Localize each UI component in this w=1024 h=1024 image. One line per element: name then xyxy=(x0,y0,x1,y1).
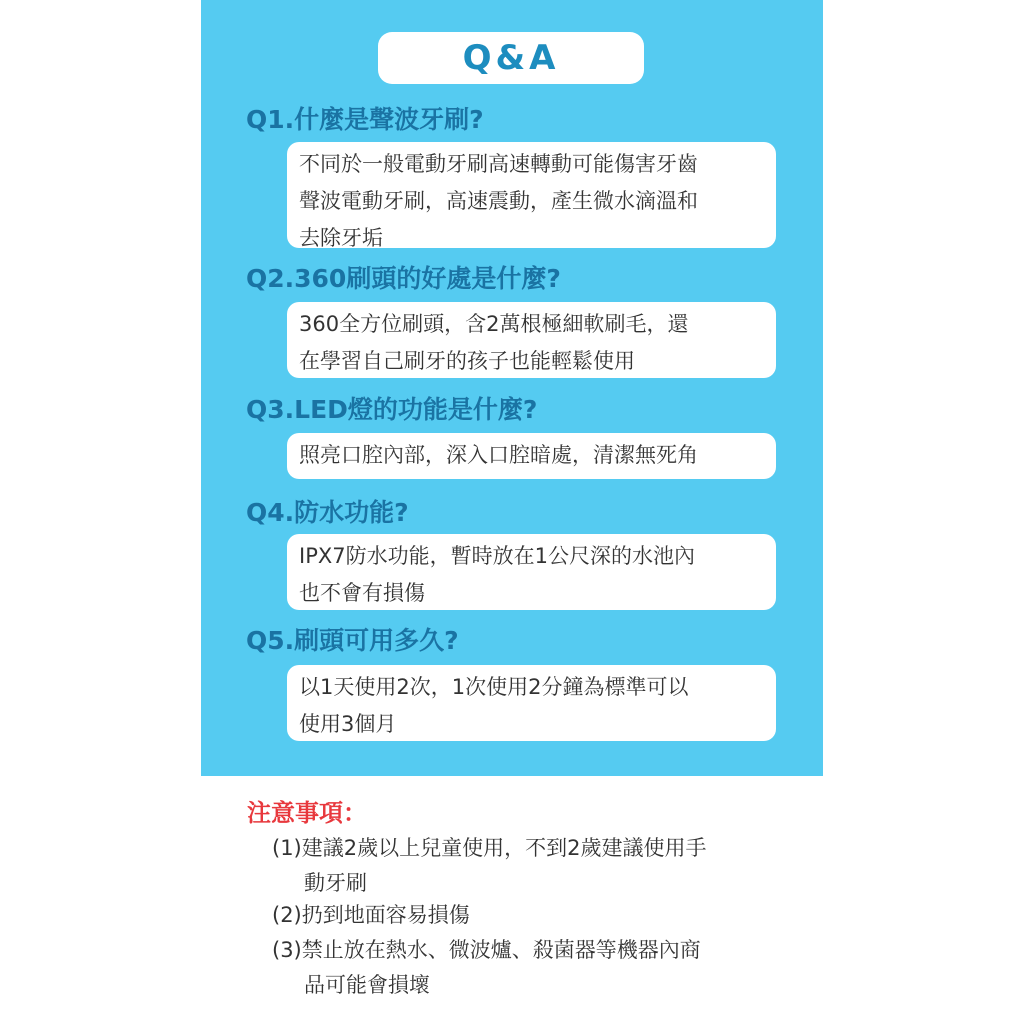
answer-3 xyxy=(287,433,776,479)
qa-title: Q&A xyxy=(378,32,644,84)
question-2: Q2.360刷頭的好處是什麼? xyxy=(246,264,561,293)
answer-5-line-1: 以1天使用2次，1次使用2分鐘為標準可以 xyxy=(299,675,689,699)
answer-4-line-2: 也不會有損傷 xyxy=(299,581,425,605)
qa-panel xyxy=(201,0,823,776)
note-3-line-1: (3)禁止放在熱水、微波爐、殺菌器等機器內商 xyxy=(272,938,701,962)
answer-1-line-3: 去除牙垢 xyxy=(299,226,383,250)
answer-3-line-1: 照亮口腔內部，深入口腔暗處，清潔無死角 xyxy=(299,443,698,467)
answer-5-line-2: 使用3個月 xyxy=(299,712,397,736)
answer-1 xyxy=(287,142,776,248)
note-1-line-2: 動牙刷 xyxy=(304,871,367,895)
question-1: Q1.什麼是聲波牙刷? xyxy=(246,105,484,134)
notes-title: 注意事項： xyxy=(247,799,367,827)
answer-1-line-1: 不同於一般電動牙刷高速轉動可能傷害牙齒 xyxy=(299,152,698,176)
question-3: Q3.LED燈的功能是什麼? xyxy=(246,395,538,424)
question-4: Q4.防水功能? xyxy=(246,498,409,527)
answer-2-line-2: 在學習自己刷牙的孩子也能輕鬆使用 xyxy=(299,349,635,373)
note-item-2 xyxy=(272,898,470,933)
answer-4-line-1: IPX7防水功能，暫時放在1公尺深的水池內 xyxy=(299,544,695,568)
note-1-line-1: (1)建議2歲以上兒童使用，不到2歲建議使用手 xyxy=(272,836,707,860)
note-3-line-2: 品可能會損壞 xyxy=(304,973,430,997)
answer-1-line-2: 聲波電動牙刷，高速震動，產生微水滴溫和 xyxy=(299,189,698,213)
note-2-line-1: (2)扔到地面容易損傷 xyxy=(272,903,470,927)
note-item-3 xyxy=(272,933,701,1003)
answer-4 xyxy=(287,534,776,610)
question-5: Q5.刷頭可用多久? xyxy=(246,626,459,655)
answer-5 xyxy=(287,665,776,741)
note-item-1 xyxy=(272,831,706,901)
answer-2 xyxy=(287,302,776,378)
answer-2-line-1: 360全方位刷頭，含2萬根極細軟刷毛，還 xyxy=(299,312,689,336)
